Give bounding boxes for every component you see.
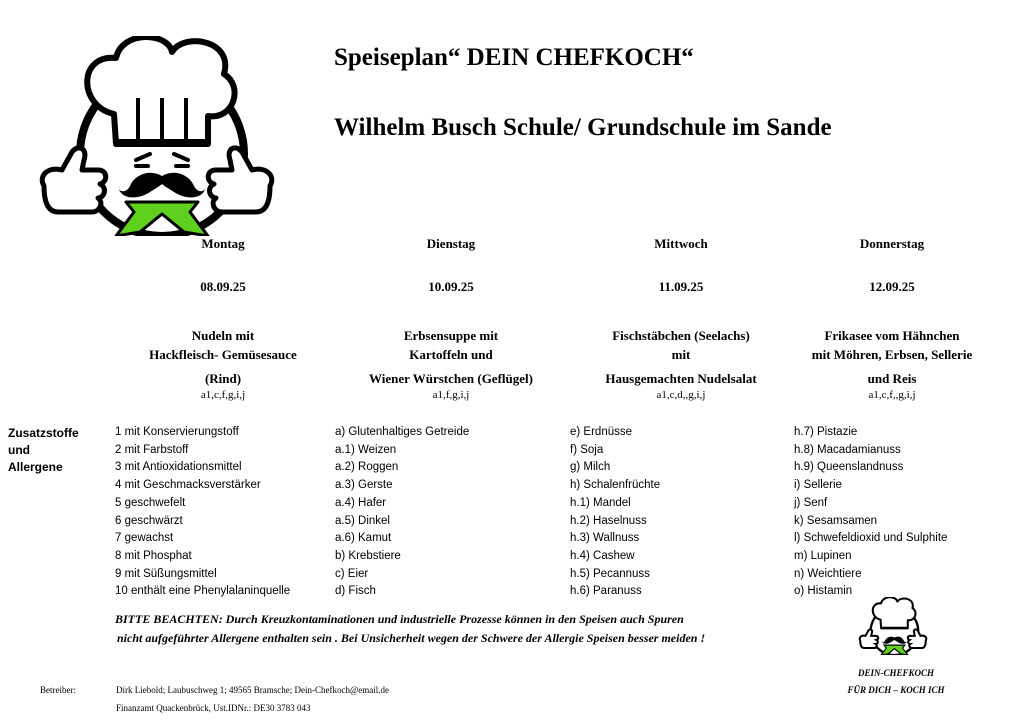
day-date: 10.09.25 <box>428 279 474 294</box>
list-item: h.8) Macadamianuss <box>794 443 901 456</box>
dish-line: mit Möhren, Erbsen, Sellerie <box>811 347 973 362</box>
list-item: k) Sesamsamen <box>794 514 878 527</box>
list-item: h.2) Haselnuss <box>570 514 647 527</box>
list-item: 2 mit Farbstoff <box>115 443 189 456</box>
list-item: 5 geschwefelt <box>115 496 186 509</box>
dish-thursday <box>772 326 1012 388</box>
list-item: a.4) Hafer <box>335 496 387 509</box>
notice-line: BITTE BEACHTEN: Durch Kreuzkontaminationen und industrielle Prozesse können in den Speisen auch Spuren <box>115 612 684 626</box>
dish-line: Fischstäbchen (Seelachs) <box>612 328 750 343</box>
dish-line: Wiener Würstchen (Geflügel) <box>369 371 533 386</box>
dish-monday <box>103 326 343 388</box>
dish-tuesday <box>331 326 571 388</box>
brand-slogan: FÜR DICH – KOCH ICH <box>847 685 945 695</box>
list-item: a.1) Weizen <box>335 443 397 456</box>
list-item: a.3) Gerste <box>335 479 393 492</box>
list-item: a) Glutenhaltiges Getreide <box>335 426 470 438</box>
list-item: 6 geschwärzt <box>115 514 183 527</box>
day-name: Mittwoch <box>654 236 708 251</box>
day-date: 12.09.25 <box>869 279 915 294</box>
list-item: j) Senf <box>794 496 828 509</box>
list-item: 8 mit Phosphat <box>115 549 192 562</box>
allergen-list-3 <box>794 424 947 601</box>
list-item: 9 mit Süßungsmittel <box>115 567 217 580</box>
operator-label: Betreiber: <box>40 685 76 695</box>
day-column-wednesday <box>566 236 796 252</box>
list-item: d) Fisch <box>335 585 376 598</box>
page-title: Speiseplan“ DEIN CHEFKOCH“ <box>334 44 694 71</box>
list-item: h.6) Paranuss <box>570 585 642 598</box>
chef-logo-small-icon <box>857 597 929 655</box>
dish-line: Frikasee vom Hähnchen <box>824 328 960 343</box>
brand-signature <box>816 665 976 699</box>
list-item: i) Sellerie <box>794 479 842 492</box>
dish-allergen-codes: a1,f,g,i,j <box>432 389 470 401</box>
list-item: a.5) Dinkel <box>335 514 390 527</box>
day-column-tuesday <box>336 236 566 252</box>
allergen-list-2 <box>570 424 660 601</box>
list-item: o) Histamin <box>794 585 853 598</box>
dish-line: Hausgemachten Nudelsalat <box>605 371 757 386</box>
day-name: Donnerstag <box>859 236 925 251</box>
list-item: h.1) Mandel <box>570 496 631 509</box>
list-item: 3 mit Antioxidationsmittel <box>115 461 242 474</box>
list-item: g) Milch <box>570 461 611 474</box>
day-column-monday <box>108 236 338 252</box>
day-name: Montag <box>201 236 245 251</box>
list-item: a.2) Roggen <box>335 461 399 474</box>
list-item: h.5) Pecannuss <box>570 567 650 580</box>
list-item: 7 gewachst <box>115 532 174 545</box>
day-date: 08.09.25 <box>200 279 246 294</box>
additives-list <box>115 424 290 601</box>
dish-line: mit <box>671 347 691 362</box>
list-item: h.7) Pistazie <box>794 426 858 438</box>
brand-name: DEIN-CHEFKOCH <box>857 668 935 678</box>
list-item: h.9) Queenslandnuss <box>794 461 904 474</box>
allergen-list-1 <box>335 424 469 601</box>
list-item: 4 mit Geschmacksverstärker <box>115 479 261 492</box>
day-column-thursday <box>777 236 1007 252</box>
dish-line: und Reis <box>867 371 917 386</box>
list-item: f) Soja <box>570 443 604 456</box>
list-item: 10 enthält eine Phenylalaninquelle <box>115 585 291 598</box>
list-item: e) Erdnüsse <box>570 426 633 438</box>
list-item: h) Schalenfrüchte <box>570 479 661 492</box>
dish-line: Hackfleisch- Gemüsesauce <box>149 347 297 362</box>
list-item: c) Eier <box>335 567 369 580</box>
dish-line: Kartoffeln und <box>409 347 493 362</box>
day-name: Dienstag <box>426 236 476 251</box>
dish-allergen-codes: a1,c,f,g,i,j <box>200 389 246 401</box>
chef-logo-icon <box>38 36 276 236</box>
allergen-label: Zusatzstoffe und Allergene <box>8 426 79 474</box>
list-item: n) Weichtiere <box>794 567 862 580</box>
dish-line: Erbsensuppe mit <box>403 328 499 343</box>
list-item: h.3) Wallnuss <box>570 532 640 545</box>
school-subtitle: Wilhelm Busch Schule/ Grundschule im Sande <box>334 114 832 141</box>
dish-wednesday <box>561 326 801 388</box>
list-item: m) Lupinen <box>794 549 852 562</box>
operator-address: Dirk Liebold; Laubuschweg 1; 49565 Bramsche; Dein-Chefkoch@email.de <box>116 685 389 695</box>
notice-line: nicht aufgeführter Allergene enthalten sein . Bei Unsicherheit wegen der Schwere der Allergie Speisen besser meiden ! <box>117 631 706 645</box>
dish-line: (Rind) <box>204 371 242 386</box>
day-date: 11.09.25 <box>658 279 704 294</box>
dish-line: Nudeln mit <box>191 328 255 343</box>
list-item: a.6) Kamut <box>335 532 392 545</box>
operator-tax-info: Finanzamt Quackenbrück, Ust.IDNr.: DE30 3783 043 <box>116 703 311 713</box>
list-item: h.4) Cashew <box>570 549 635 562</box>
dish-allergen-codes: a1,c,f,,g,i,j <box>868 389 916 401</box>
list-item: l) Schwefeldioxid und Sulphite <box>794 532 948 545</box>
list-item: 1 mit Konservierungstoff <box>115 426 239 438</box>
allergy-notice <box>115 610 705 648</box>
list-item: b) Krebstiere <box>335 549 401 562</box>
dish-allergen-codes: a1,c,d,,g,i,j <box>656 389 706 401</box>
